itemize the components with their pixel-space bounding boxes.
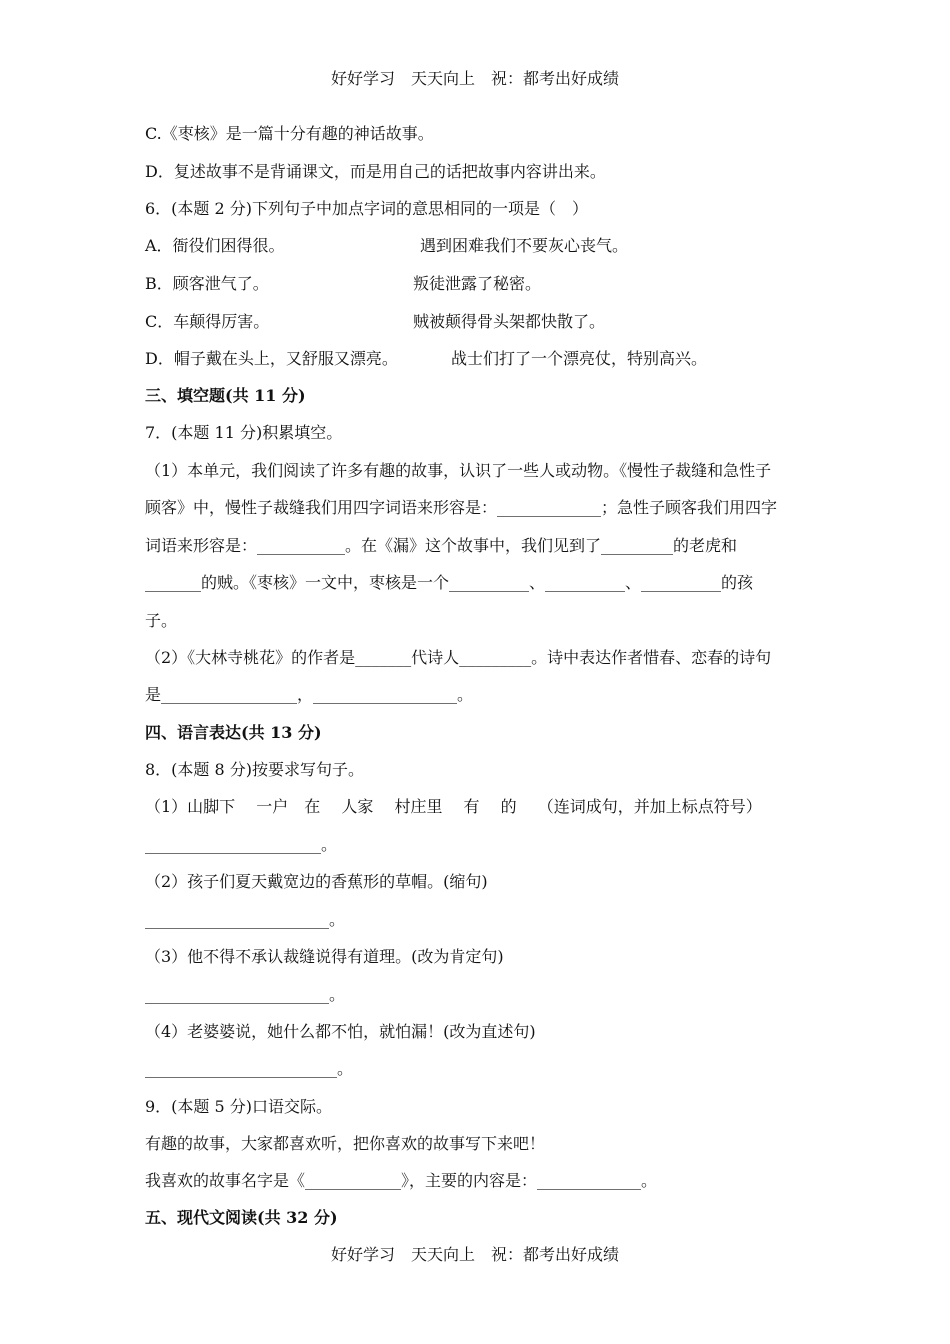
q8-part3-answer: _______________________。 <box>145 985 346 1004</box>
page-header: 好好学习 天天向上 祝：都考出好成绩 <box>330 69 619 88</box>
q8-part3: （3）他不得不承认裁缝说得有道理。(改为肯定句) <box>145 947 504 966</box>
q8-part1-answer: ______________________。 <box>145 835 338 854</box>
section-3-heading: 三、填空题(共 11 分) <box>145 386 306 405</box>
q6-option-c-right: 贼被颠得骨头架都快散了。 <box>413 312 606 331</box>
q7-part1-line4: _______的贼。《枣核》一文中，枣核是一个__________、__________、__________的孩 <box>145 573 754 592</box>
q8-part2: （2）孩子们夏天戴宽边的香蕉形的草帽。(缩句) <box>145 872 488 891</box>
option-d: D．复述故事不是背诵课文，而是用自己的话把故事内容讲出来。 <box>145 162 606 181</box>
q8-part4: （4）老婆婆说，她什么都不怕，就怕漏！(改为直述句) <box>145 1022 536 1041</box>
q8-part4-answer: ________________________。 <box>145 1059 354 1078</box>
question-7: 7．(本题 11 分)积累填空。 <box>145 423 343 442</box>
q9-fill-line: 我喜欢的故事名字是《____________》，主要的内容是：_____________。 <box>145 1171 658 1190</box>
page-footer: 好好学习 天天向上 祝：都考出好成绩 <box>330 1245 619 1264</box>
q7-part1-line1: （1）本单元，我们阅读了许多有趣的故事，认识了一些人或动物。《慢性子裁缝和急性子 <box>145 461 772 480</box>
q9-prompt: 有趣的故事，大家都喜欢听，把你喜欢的故事写下来吧！ <box>145 1134 546 1153</box>
q7-part1-line3: 词语来形容是：___________。在《漏》这个故事中，我们见到了_________的老虎和 <box>145 536 738 555</box>
q7-part1-line5: 子。 <box>145 611 178 630</box>
q7-part2-line2: 是_________________，__________________。 <box>145 685 474 704</box>
section-5-heading: 五、现代文阅读(共 32 分) <box>145 1208 338 1227</box>
q7-part1-line2: 顾客》中，慢性子裁缝我们用四字词语来形容是：_____________；急性子顾客我们用四字 <box>145 498 778 517</box>
q6-option-c-left: C．车颠得厉害。 <box>145 312 270 331</box>
section-4-heading: 四、语言表达(共 13 分) <box>145 723 322 742</box>
q6-option-d-right: 战士们打了一个漂亮仗，特别高兴。 <box>451 349 708 368</box>
q8-part2-answer: _______________________。 <box>145 910 346 929</box>
option-c: C.《枣核》是一篇十分有趣的神话故事。 <box>145 124 434 143</box>
q6-option-b-right: 叛徒泄露了秘密。 <box>413 274 542 293</box>
question-6: 6．(本题 2 分)下列句子中加点字词的意思相同的一项是（ ） <box>145 199 589 218</box>
q6-option-d-left: D．帽子戴在头上，又舒服又漂亮。 <box>145 349 398 368</box>
q6-option-a-left: A．衙役们困得很。 <box>145 236 285 255</box>
question-8: 8．(本题 8 分)按要求写句子。 <box>145 760 365 779</box>
q6-option-b-left: B．顾客泄气了。 <box>145 274 269 293</box>
q8-part1: （1）山脚下 一户 在 人家 村庄里 有 的 （连词成句，并加上标点符号） <box>145 797 762 816</box>
q6-option-a-right: 遇到困难我们不要灰心丧气。 <box>420 236 629 255</box>
question-9: 9．(本题 5 分)口语交际。 <box>145 1097 333 1116</box>
q7-part2-line1: （2）《大林寺桃花》的作者是_______代诗人_________。诗中表达作者惜春、恋春的诗句 <box>145 648 772 667</box>
